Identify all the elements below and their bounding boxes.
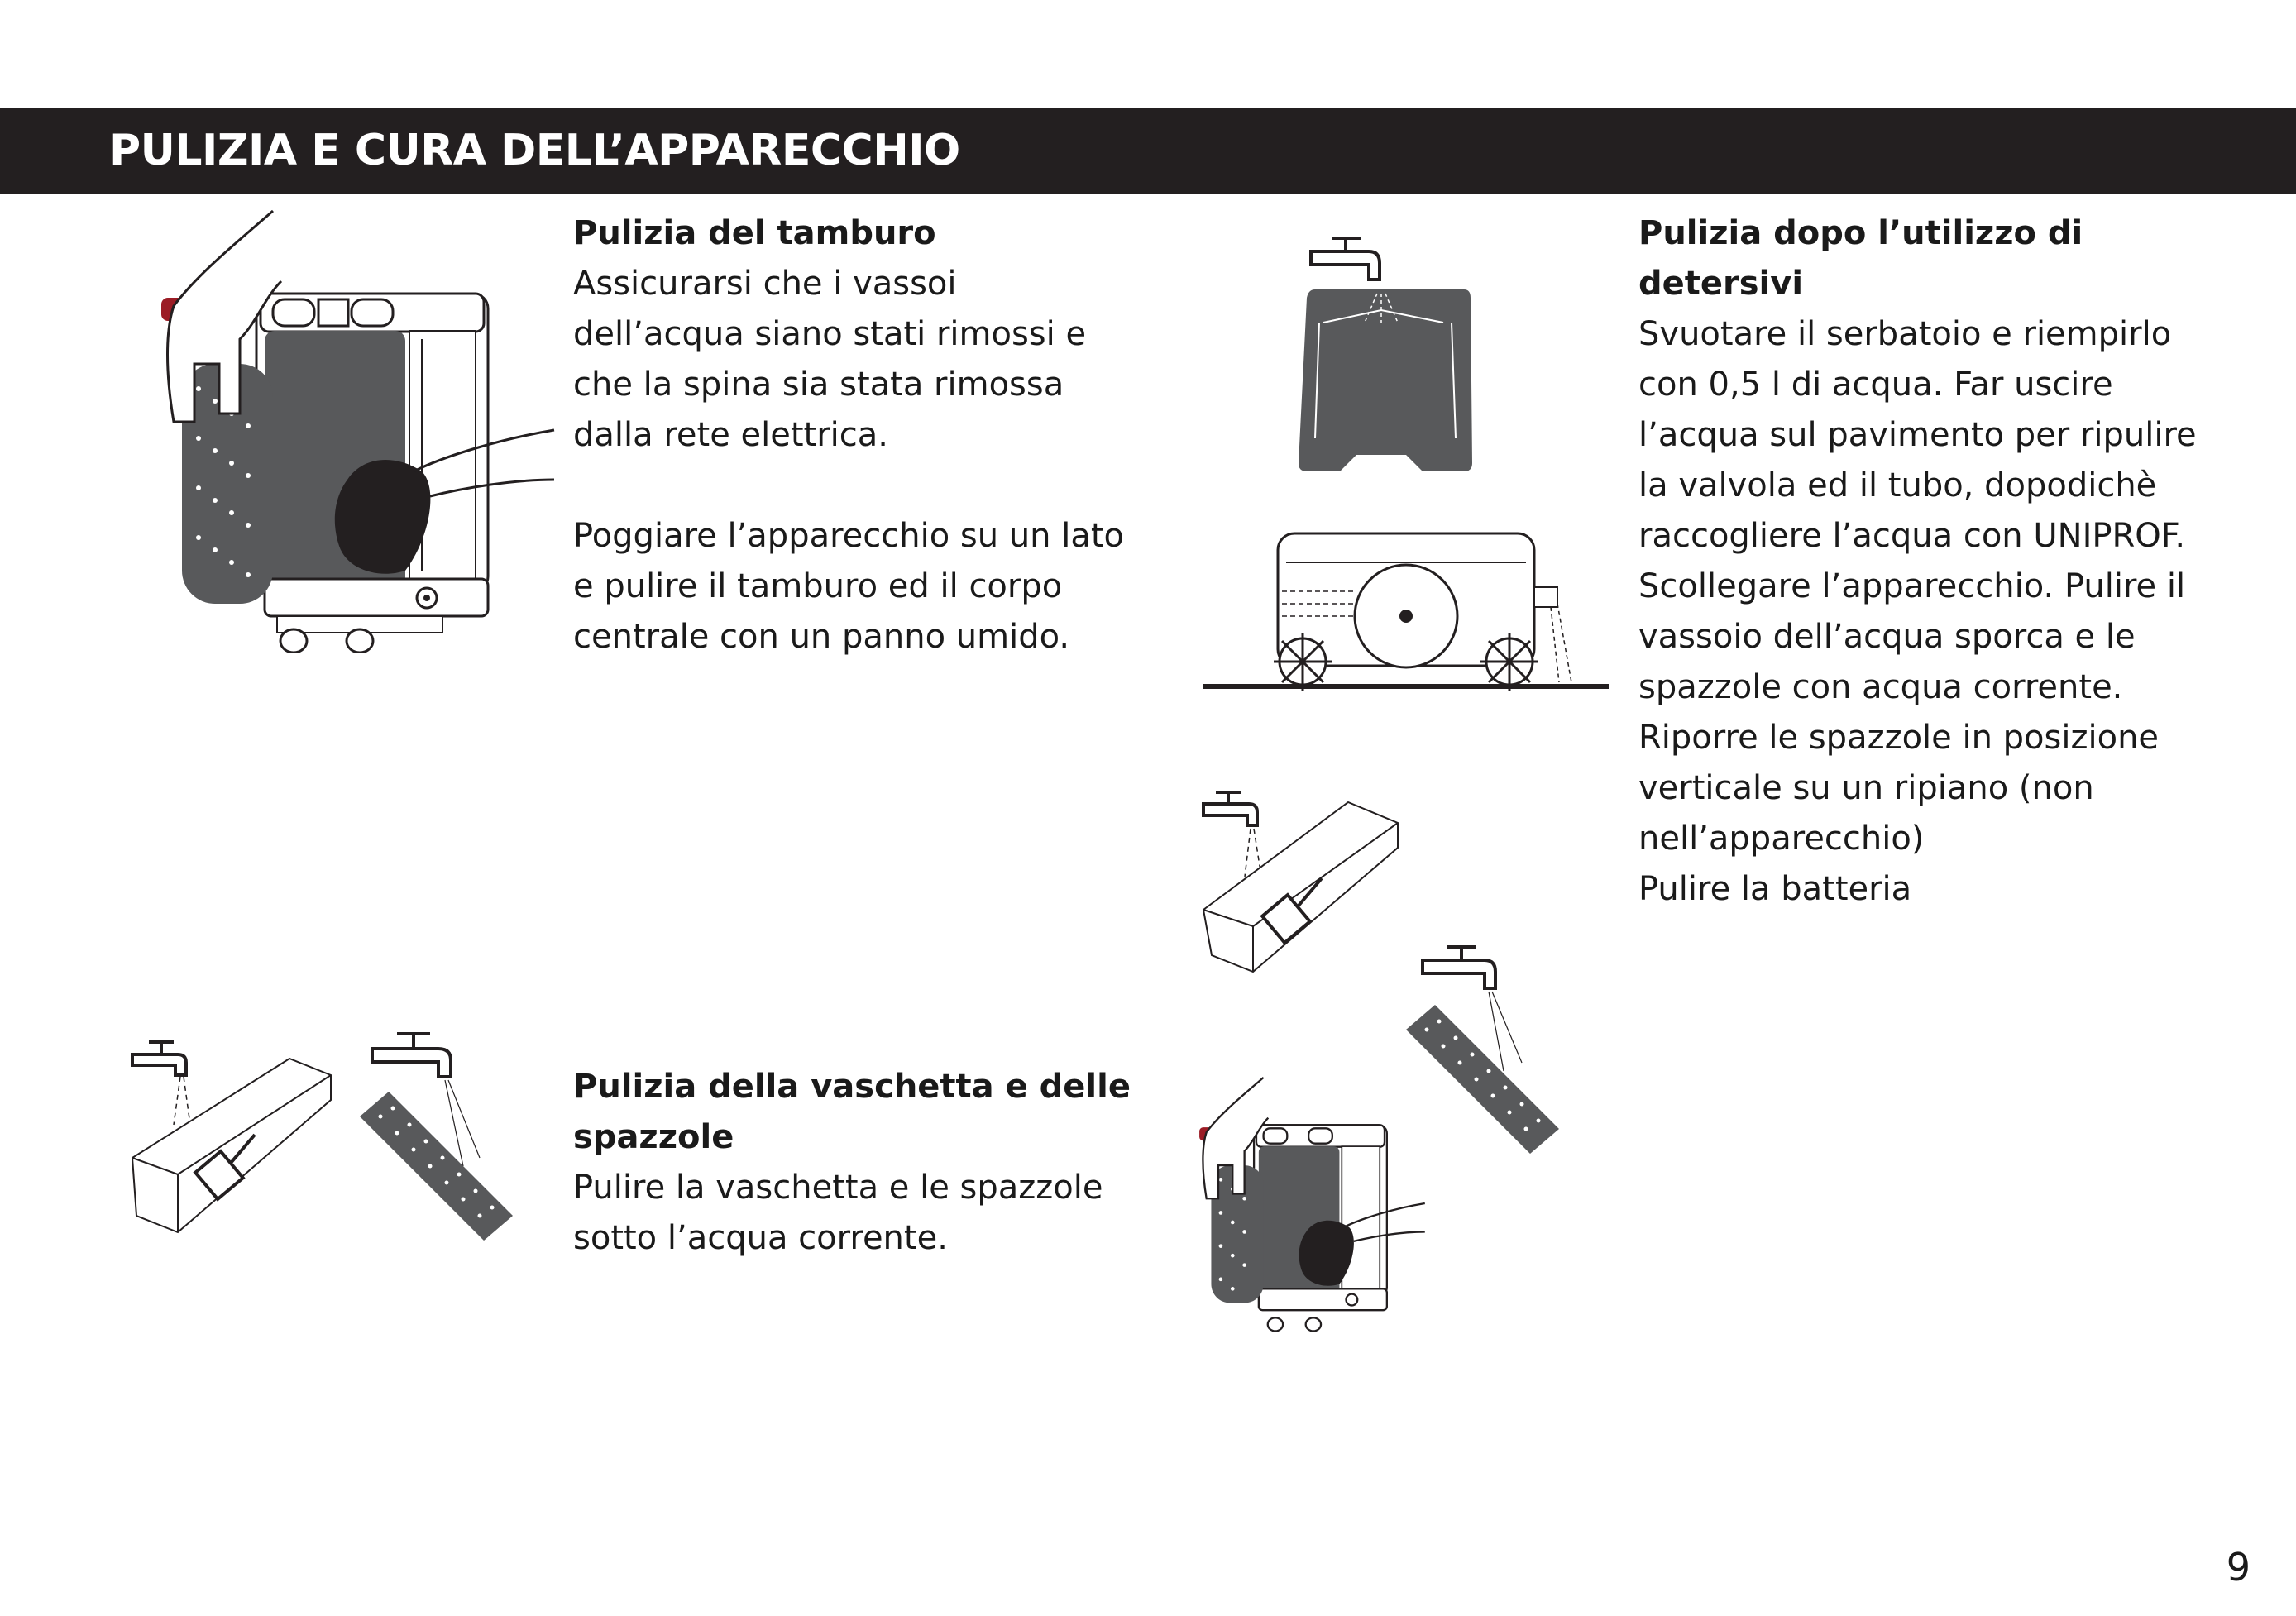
brush-rinse-illustration <box>356 1026 529 1249</box>
detergent-cleaning-section <box>1638 208 2201 915</box>
tray-brushes-section <box>573 1062 1136 1264</box>
tray-rinse-illustration-right <box>1199 786 1406 984</box>
faucet-icon <box>1311 238 1380 280</box>
battery-cleaning-illustration <box>1191 1075 1431 1332</box>
detergent-cleaning-paragraph: Svuotare il serbatoio e riempirlo con 0,5 l di acqua. Far uscire l’acqua sul pavimento per ripulire la valvola ed il tubo, dopodichè raccogliere l’acqua con UNIPROF. Scollegare l’apparecchio. Pulire il vassoio dell’acqua sporca e le spazzole con acqua corrente. Riporre le spazzole in posizione verticale su un ripiano (non nell’apparecchio) <box>1638 315 2197 858</box>
faucet-icon <box>1203 792 1257 825</box>
drum-cleaning-section <box>573 208 1136 662</box>
tank-flush-illustration <box>1299 232 1472 480</box>
section-header-bar <box>0 108 2296 194</box>
page-number: 9 <box>2226 1545 2251 1590</box>
faucet-icon <box>1423 947 1495 988</box>
drum-cleaning-heading: Pulizia del tamburo <box>573 214 936 252</box>
drum-cleaning-illustration <box>149 207 562 653</box>
drum-cleaning-paragraph-1: Assicurarsi che i vassoi dell’acqua siano stati rimossi e che la spina sia stata rimossa dalla rete elettrica. <box>573 265 1087 454</box>
battery-cleaning-line: Pulire la batteria <box>1638 870 1912 908</box>
page-title: PULIZIA E CURA DELL’APPARECCHIO <box>109 126 960 175</box>
brush-rinse-illustration-right <box>1406 939 1571 1162</box>
drum-cleaning-paragraph-2: Poggiare l’apparecchio su un lato e pulire il tamburo ed il corpo centrale con un panno umido. <box>573 517 1125 656</box>
faucet-icon <box>132 1042 186 1075</box>
tray-brushes-heading: Pulizia della vaschetta e delle spazzole <box>573 1068 1131 1156</box>
faucet-icon <box>372 1034 451 1077</box>
tray-rinse-illustration <box>124 1026 347 1241</box>
device-floor-drain-illustration <box>1203 521 1609 703</box>
detergent-cleaning-heading: Pulizia dopo l’utilizzo di detersivi <box>1638 214 2083 303</box>
tray-brushes-paragraph: Pulire la vaschetta e le spazzole sotto l’acqua corrente. <box>573 1169 1103 1257</box>
